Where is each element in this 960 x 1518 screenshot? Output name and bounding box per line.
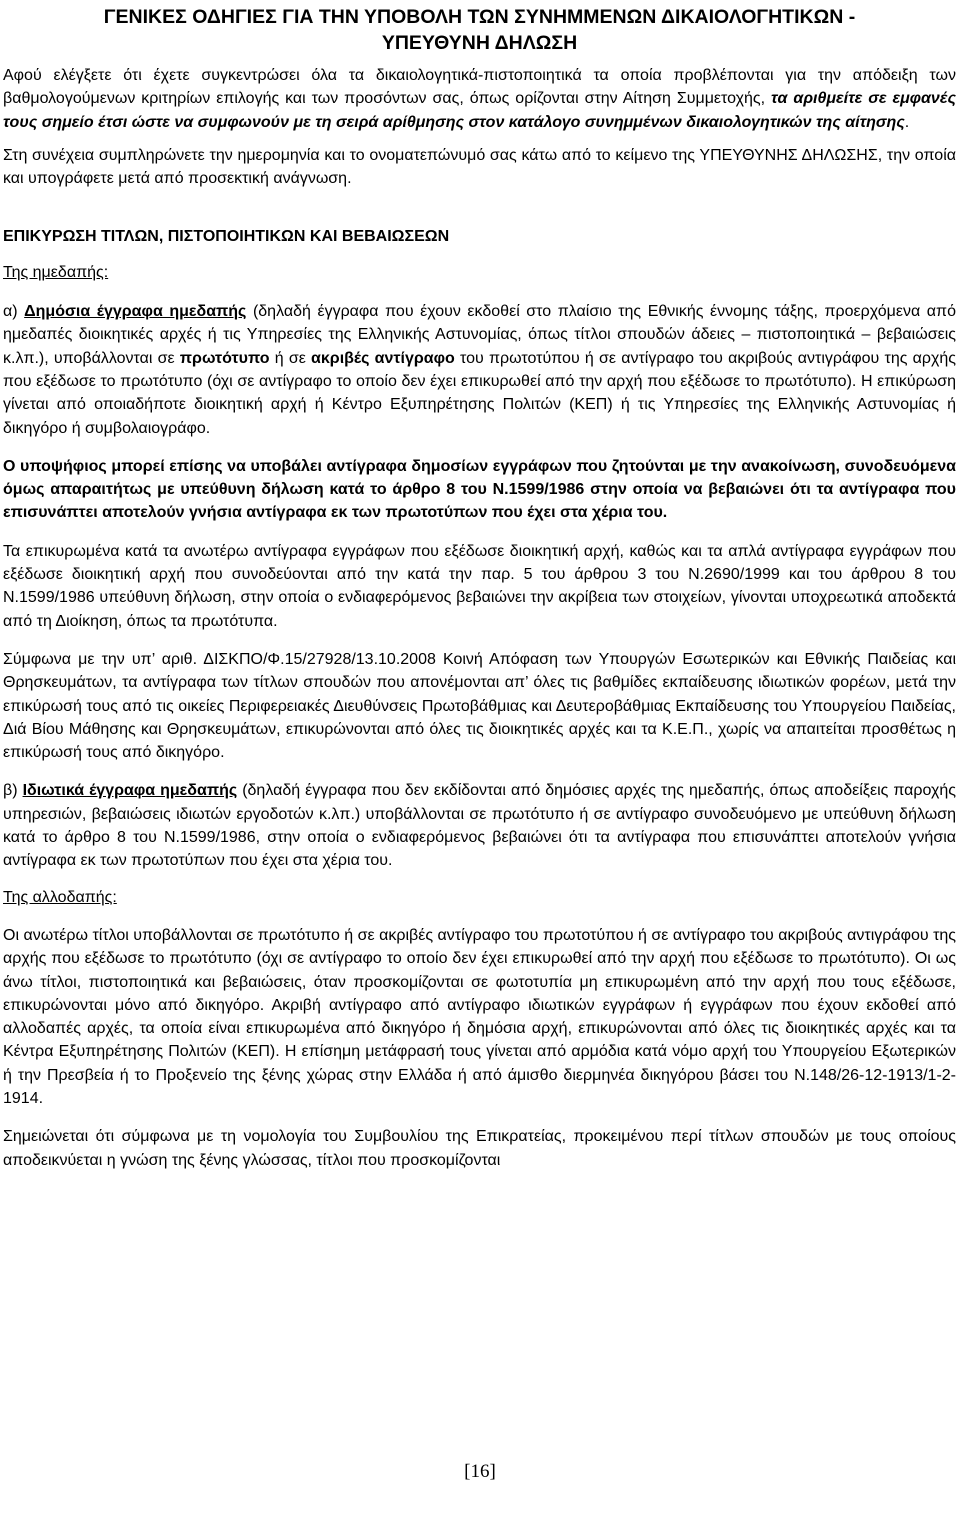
paragraph-b-text: (δηλαδή έγγραφα που δεν εκδίδονται από δημόσιες αρχές της ημεδαπής, όπως αποδείξεις παροχής υπηρεσιών, βεβαιώσεις ιδιωτών εργοδοτών κ.λπ.) υποβάλλονται σε πρωτότυπο ή σε αντίγραφο συνοδευόμενο με υπεύθυνη δήλωση κατά το άρθρο 8 του Ν.1599/1986, στην οποία ο ενδιαφερόμενος βεβαιώνει ότι τα αντίγραφα που επισυνάπτει αποτελούν γνήσια αντίγραφα εκ των πρωτοτύπων που έχει στα χέρια του.: [3, 782, 957, 870]
paragraph-b-marker: β): [3, 782, 23, 800]
paragraph-certified-copies: Τα επικυρωμένα κατά τα ανωτέρω αντίγραφα εγγράφων που εξέδωσε διοικητική αρχή, καθώς και τα απλά αντίγραφα εγγράφων που εξέδωσε διοικητική αρχή που συνοδεύονται από την κατά την παρ. 5 του άρθρου 3 του Ν.2690/1999 και του άρθρου 8 του Ν.1599/1986 υπεύθυνη δήλωση, στην οποία ο ενδιαφερόμενος βεβαιώνει την ακρίβεια των στοιχείων, γίνονται υποχρεωτικά αποδεκτά από τη Διοίκηση, όπως τα πρωτότυπα.: [3, 542, 956, 630]
paragraph-bold-notice: Ο υποψήφιος μπορεί επίσης να υποβάλει αντίγραφα δημοσίων εγγράφων που ζητούνται με την ανακοίνωση, συνοδευόμενα όμως απαραιτήτως με υπεύθυνη δήλωση κατά το άρθρο 8 του Ν.1599/1986 στην οποία να βεβαιώνει ότι τα αντίγραφα που επισυνάπτει αποτελούν γνήσια αντίγραφα εκ των πρωτοτύπων που έχει στα χέρια του.: [3, 457, 956, 522]
section-heading: ΕΠΙΚΥΡΩΣΗ ΤΙΤΛΩΝ, ΠΙΣΤΟΠΟΙΗΤΙΚΩΝ ΚΑΙ ΒΕΒΑΙΩΣΕΩΝ: [3, 228, 450, 246]
paragraph-note: Σημειώνεται ότι σύμφωνα με τη νομολογία του Συμβουλίου της Επικρατείας, προκειμένου περί τίτλων σπουδών με τους οποίους αποδεικνύεται η γνώση της ξένης γλώσσας, τίτλοι που προσκομίζονται: [3, 1128, 956, 1169]
intro-period: .: [904, 113, 910, 131]
paragraph-b: [3, 779, 956, 872]
intro-emphasis: τα αριθμείτε σε εμφανές τους σημείο έτσι ώστε να συμφωνούν με τη σειρά αρίθμησης στον κατάλογο συνημμένων δικαιολογητικών της αίτησης: [3, 90, 957, 131]
title-line-1: ΓΕΝΙΚΕΣ ΟΔΗΓΙΕΣ ΓΙΑ ΤΗΝ ΥΠΟΒΟΛΗ ΤΩΝ ΣΥΝΗΜΜΕΝΩΝ ΔΙΚΑΙΟΛΟΓΗΤΙΚΩΝ -: [103, 6, 856, 28]
domestic-heading: Της ημεδαπής:: [3, 263, 109, 281]
paragraph-a-exact-copy: ακριβές αντίγραφο: [311, 349, 455, 367]
document-page: [0, 4, 960, 1518]
paragraph-a-term: Δημόσια έγγραφα ημεδαπής: [24, 303, 247, 321]
foreign-heading: Της αλλοδαπής:: [3, 888, 117, 906]
paragraph-b-term: Ιδιωτικά έγγραφα ημεδαπής: [22, 782, 238, 800]
paragraph-a-text-1: (δηλαδή έγγραφα που έχουν εκδοθεί στο πλαίσιο της Εθνικής έννομης τάξης, προερχόμενα από ημεδαπές διοικητικές αρχές ή τις Υπηρεσίες της Ελληνικής Αστυνομίας, όπως τίτλοι σπουδών άδειες – πιστοποιητικά – βεβαιώσεις κ.λπ.), υποβάλλονται σε: [3, 303, 956, 367]
intro-paragraph-2: Στη συνέχεια συμπληρώνετε την ημερομηνία και το ονοματεπώνυμό σας κάτω από το κείμενο της ΥΠΕΥΘΥΝΗΣ ΔΗΛΩΣΗΣ, την οποία και υπογράφετε μετά από προσεκτική ανάγνωση.: [3, 146, 956, 188]
paragraph-a-text-3: του πρωτοτύπου ή σε αντίγραφο του ακριβούς αντιγράφου της αρχής που εξέδωσε το πρωτότυπο (όχι σε αντίγραφο το οποίο δεν έχει επικυρωθεί από την αρχή που εξέδωσε το πρωτότυπο). Η επικύρωση γίνεται από οποιαδήποτε διοικητική αρχή ή Κέντρο Εξυπηρέτησης Πολιτών (ΚΕΠ) ή τις Υπηρεσίες της Ελληνικής Αστυνομίας ή δικηγόρο ή συμβολαιογράφο.: [3, 349, 956, 437]
paragraph-a-original: πρωτότυπο: [179, 349, 270, 367]
document-title: [3, 4, 956, 56]
paragraph-foreign: Οι ανωτέρω τίτλοι υποβάλλονται σε πρωτότυπο ή σε ακριβές αντίγραφο του πρωτοτύπου ή σε αντίγραφο του ακριβούς αντιγράφου της αρχής που εξέδωσε το πρωτότυπο (όχι σε αντίγραφο το οποίο δεν έχει επικυρωθεί από την αρχή που εξέδωσε το πρωτότυπο). Οι ως άνω τίτλοι, πιστοποιητικά και βεβαιώσεις, όταν προσκομίζονται σε φωτοτυπία μη επικυρωμένη από την αρχή που τους εξέδωσε, επικυρώνονται μόνο από δικηγόρο. Ακριβή αντίγραφο από αντίγραφο ιδιωτικών εγγράφων ή εγγράφων που έχουν εκδοθεί από αλλοδαπές αρχές, τα οποία είναι επικυρωμένα από δικηγόρο ή δημόσια αρχή, επικυρώνονται από όλες τις διοικητικές αρχές και τα Κέντρα Εξυπηρέτησης Πολιτών (ΚΕΠ). Η επίσημη μετάφρασή τους γίνεται από αρμόδια κατά νόμο αρχή του Υπουργείου Εξωτερικών ή την Πρεσβεία ή το Προξενείο της ξένης χώρας στην Ελλάδα ή από άμισθο διερμηνέα δικηγόρου βάσει του Ν.148/26-12-1913/1-2-1914.: [3, 926, 956, 1107]
title-line-2: ΥΠΕΥΘΥΝΗ ΔΗΛΩΣΗ: [381, 32, 578, 54]
paragraph-ministerial-decision: Σύμφωνα με την υπ’ αριθ. ΔΙΣΚΠΟ/Φ.15/27928/13.10.2008 Κοινή Απόφαση των Υπουργών Εσωτερικών και Εθνικής Παιδείας και Θρησκευμάτων, τα αντίγραφα των τίτλων σπουδών που απονέμονται απ’ όλες τις βαθμίδες εκπαίδευσης ιδιωτικών φορέων, μετά την επικύρωσή τους από τις οικείες Περιφερειακές Διευθύνσεις Πρωτοβάθμιας και Δευτεροβάθμιας Εκπαίδευσης του Υπουργείου Παιδείας, Διά Βίου Μάθησης και Θρησκευμάτων, επικυρώνονται από όλες τις διοικητικές αρχές και τα Κ.Ε.Π., χωρίς να απαιτείται προσθέτως η επικύρωσή τους από δικηγόρο.: [3, 650, 956, 762]
paragraph-a: [3, 300, 956, 440]
paragraph-a-marker: α): [3, 303, 25, 321]
page-number: [16]: [464, 1461, 496, 1482]
intro-paragraph-1: [3, 64, 956, 134]
intro-text: Αφού ελέγξετε ότι έχετε συγκεντρώσει όλα τα δικαιολογητικά-πιστοποιητικά τα οποία προβλέπονται για την απόδειξη των βαθμολογούμενων κριτηρίων επιλογής και των προσόντων σας, όπως ορίζονται στην Αίτηση Συμμετοχής,: [3, 67, 956, 108]
paragraph-a-text-2: ή σε: [269, 349, 312, 367]
